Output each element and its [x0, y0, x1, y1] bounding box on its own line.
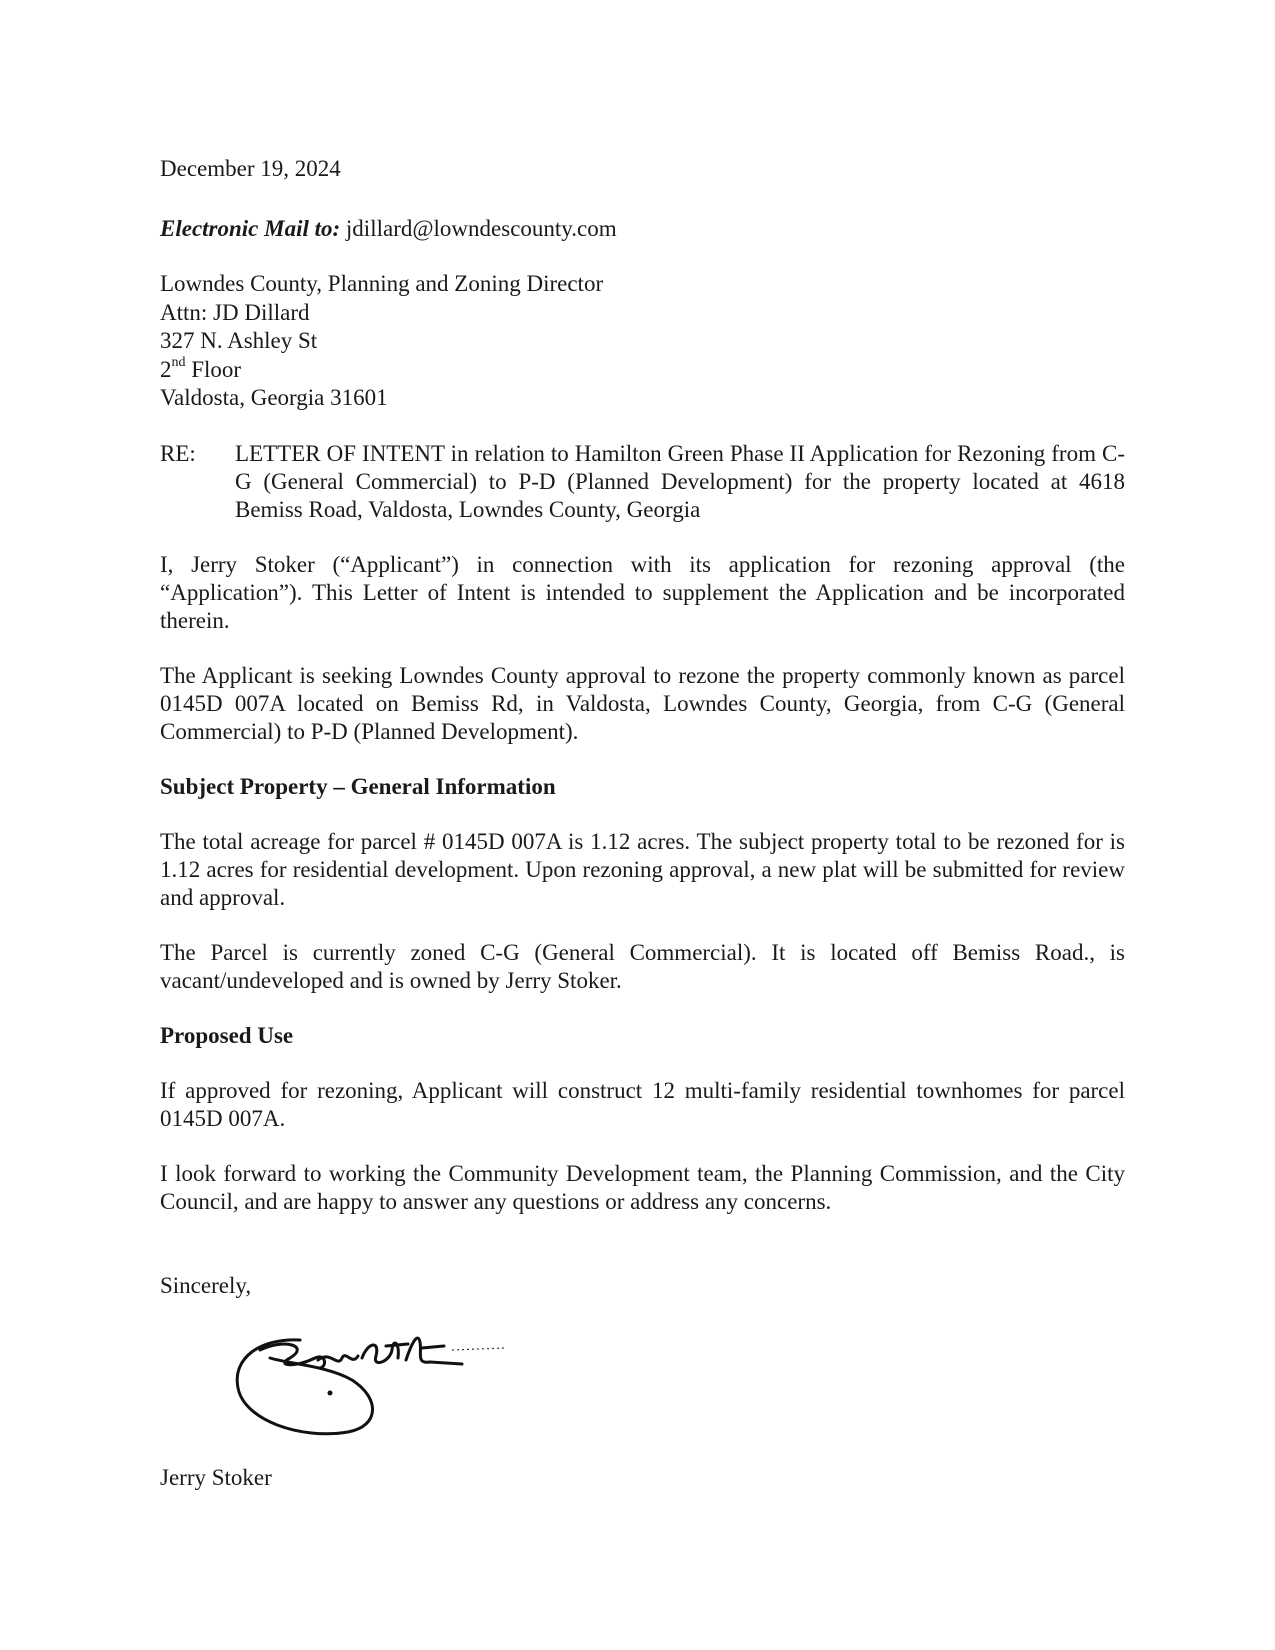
email-address: jdillard@lowndescounty.com [345, 216, 617, 241]
seeking-paragraph: The Applicant is seeking Lowndes County approval to rezone the property commonly known as parcel 0145D 007A located on Bemiss Rd, in Valdosta, Lowndes County, Georgia, from C-G (General Commercial) to P-D (Planned Development). [160, 662, 1125, 744]
address-line: Valdosta, Georgia 31601 [160, 385, 388, 410]
letter-body [160, 155, 1125, 1300]
address-line [160, 356, 1125, 385]
re-text: LETTER OF INTENT in relation to Hamilton Green Phase II Application for Rezoning from C-G (General Commercial) to P-D (Planned Development) for the property located at 4618 Bemiss Road, Valdosta, Lowndes County, Georgia [235, 440, 1125, 522]
floor-number: 2 [160, 356, 172, 382]
address-line: 327 N. Ashley St [160, 328, 318, 353]
signer-name: Jerry Stoker [160, 1465, 272, 1490]
subject-line [160, 440, 1125, 524]
valediction: Sincerely, [160, 1272, 252, 1298]
address-line: Lowndes County, Planning and Zoning Director [160, 271, 604, 296]
acreage-paragraph: The total acreage for parcel # 0145D 007A is 1.12 acres. The subject property total to be rezoned for is 1.12 acres for residential development. Upon rezoning approval, a new plat will be submitted for review and approval. [160, 828, 1125, 910]
address-line: Attn: JD Dillard [160, 299, 310, 325]
email-label: Electronic Mail to: [160, 216, 341, 241]
re-label: RE: [160, 440, 196, 466]
closing-paragraph: I look forward to working the Community Development team, the Planning Commission, and the City Council, and are happy to answer any questions or address any concerns. [160, 1160, 1125, 1214]
floor-label: Floor [185, 356, 242, 382]
email-line [160, 215, 1125, 243]
recipient-address [160, 270, 1125, 413]
proposed-paragraph: If approved for rezoning, Applicant will construct 12 multi-family residential townhomes for parcel 0145D 007A. [160, 1077, 1125, 1131]
intro-paragraph: I, Jerry Stoker (“Applicant”) in connection with its application for rezoning approval (the “Application”). This Letter of Intent is intended to supplement the Application and be incorporated therein. [160, 551, 1125, 633]
letter-date: December 19, 2024 [160, 156, 341, 181]
floor-ordinal-suffix: nd [171, 354, 186, 370]
handwritten-signature [230, 1328, 510, 1448]
heading-subject-property: Subject Property – General Information [160, 773, 556, 799]
heading-proposed-use: Proposed Use [160, 1022, 294, 1048]
zoning-paragraph: The Parcel is currently zoned C-G (General Commercial). It is located off Bemiss Road., is vacant/undeveloped and is owned by Jerry Stoker. [160, 939, 1125, 993]
